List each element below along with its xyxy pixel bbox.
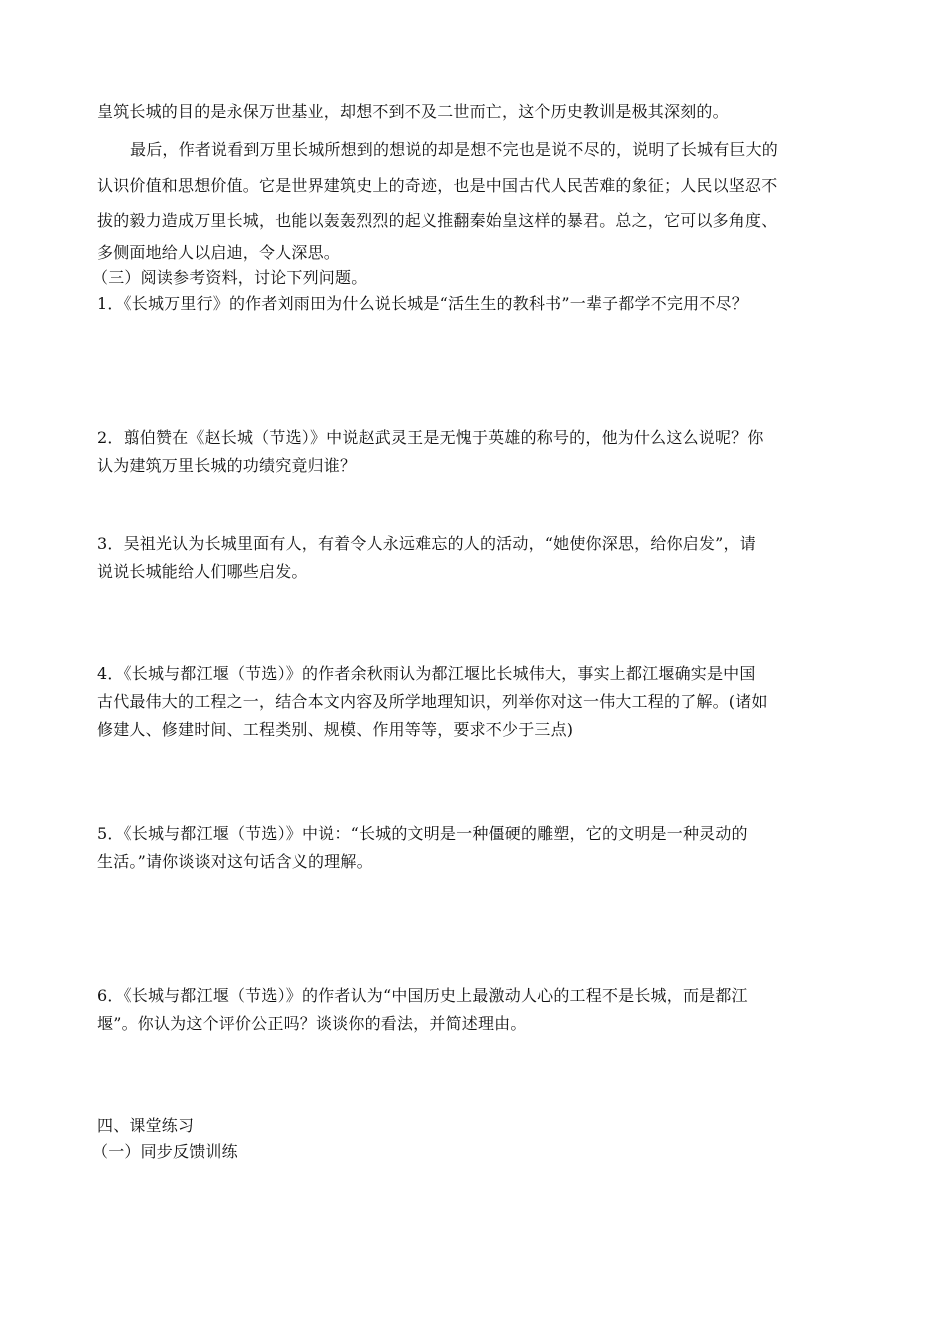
intro-line-1: 皇筑长城的目的是永保万世基业，却想不到不及二世而亡，这个历史教训是极其深刻的。 — [97, 102, 729, 121]
section-4-subheading: （一）同步反馈训练 — [92, 1142, 238, 1161]
intro-line-2: 最后，作者说看到万里长城所想到的想说的却是想不完也是说不尽的，说明了长城有巨大的 — [130, 140, 779, 159]
intro-line-4: 拔的毅力造成万里长城，也能以轰轰烈烈的起义推翻秦始皇这样的暴君。总之，它可以多角度、 — [97, 211, 778, 230]
intro-line-3: 认识价值和思想价值。它是世界建筑史上的奇迹，也是中国古代人民苦难的象征；人民以坚忍不 — [97, 176, 778, 195]
question-4-line-1: 4．《长城与都江堰（节选）》的作者余秋雨认为都江堰比长城伟大，事实上都江堰确实是中国 — [97, 664, 756, 683]
section-4-heading: 四、课堂练习 — [97, 1116, 195, 1135]
question-6-line-1: 6．《长城与都江堰（节选）》的作者认为“中国历史上最激动人心的工程不是长城，而是都江 — [97, 986, 748, 1005]
question-2-line-2: 认为建筑万里长城的功绩究竟归谁？ — [97, 456, 357, 475]
question-3-line-2: 说说长城能给人们哪些启发。 — [97, 562, 308, 581]
question-1-line-1: 1．《长城万里行》的作者刘雨田为什么说长城是“活生生的教科书”一辈子都学不完用不尽？ — [97, 294, 748, 313]
question-5-line-2: 生活。”请你谈谈对这句话含义的理解。 — [97, 852, 373, 871]
section-3-heading: （三）阅读参考资料，讨论下列问题。 — [92, 268, 368, 287]
question-6-line-2: 堰”。你认为这个评价公正吗？谈谈你的看法，并简述理由。 — [97, 1014, 527, 1033]
question-4-line-2: 古代最伟大的工程之一，结合本文内容及所学地理知识，列举你对这一伟大工程的了解。(诸如 — [97, 692, 768, 711]
question-4-line-3: 修建人、修建时间、工程类别、规模、作用等等，要求不少于三点) — [97, 720, 574, 739]
question-3-line-1: 3．吴祖光认为长城里面有人，有着令人永远难忘的人的活动，“她使你深思，给你启发”，请 — [97, 534, 756, 553]
question-5-line-1: 5．《长城与都江堰（节选）》中说：“长城的文明是一种僵硬的雕塑，它的文明是一种灵动的 — [97, 824, 748, 843]
intro-line-5: 多侧面地给人以启迪，令人深思。 — [97, 243, 341, 262]
question-2-line-1: 2．翦伯赞在《赵长城（节选）》中说赵武灵王是无愧于英雄的称号的，他为什么这么说呢？你 — [97, 428, 764, 447]
